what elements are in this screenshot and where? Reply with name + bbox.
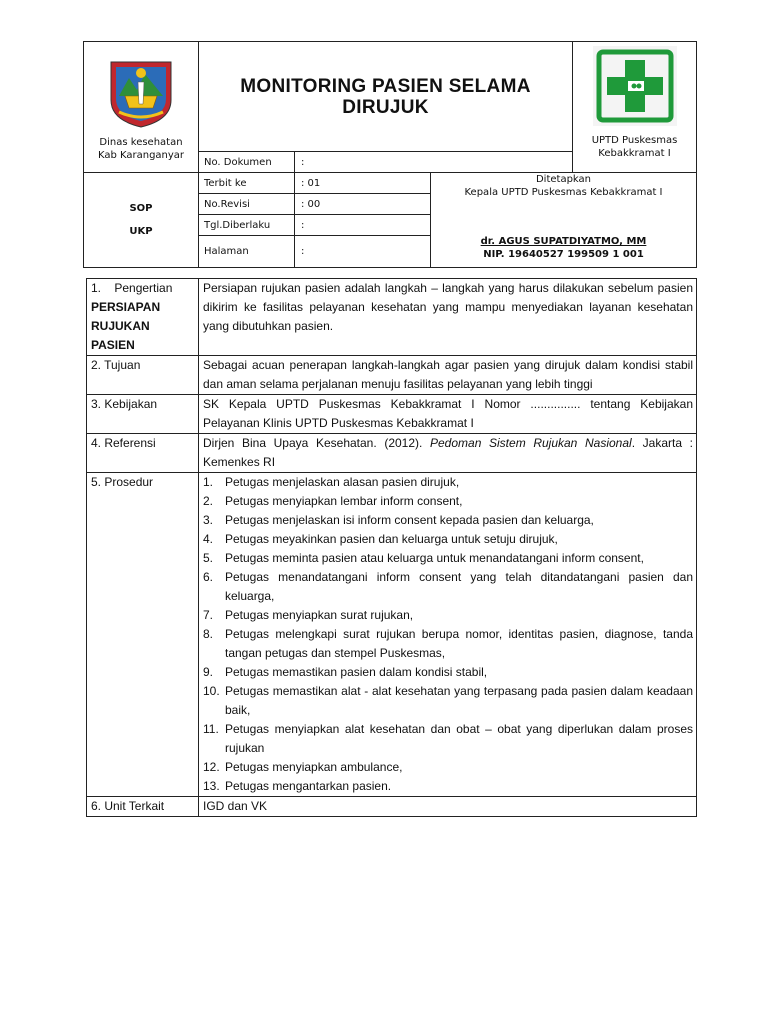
meta-halaman-label: Halaman [199, 236, 295, 268]
approval-nip: NIP. 19640527 199509 1 001 [483, 249, 644, 260]
row-pengertian [87, 279, 697, 356]
prosedur-step [203, 492, 693, 511]
puskesmas-cross-icon [593, 46, 677, 126]
document-header [83, 41, 697, 268]
step-text: Petugas meyakinkan pasien dan keluarga untuk setuju dirujuk, [225, 532, 558, 546]
prosedur-step [203, 625, 693, 663]
left-institution-line1: Dinas kesehatan [99, 137, 183, 148]
meta-halaman-value: : [295, 236, 431, 268]
prosedur-label: 5. Prosedur [87, 473, 199, 797]
approval-ditetapkan: Ditetapkan [535, 174, 592, 185]
step-number: 2. [203, 494, 214, 508]
referensi-cell [199, 434, 697, 473]
prosedur-step [203, 777, 693, 796]
step-number: 13. [203, 779, 220, 793]
sop-label: SOP [129, 203, 153, 214]
approval-position: Kepala UPTD Puskesmas Kebakkramat I [464, 187, 663, 198]
row-referensi [87, 434, 697, 473]
step-text: Petugas menjelaskan alasan pasien dirujuk, [225, 475, 460, 489]
pengertian-sub3: PASIEN [91, 338, 135, 352]
referensi-text-italic: Pedoman Sistem Rujukan Nasional [430, 436, 632, 450]
ukp-label: UKP [129, 226, 153, 237]
step-number: 12. [203, 760, 220, 774]
tujuan-label: 2. Tujuan [87, 356, 199, 395]
step-text: Petugas mengantarkan pasien. [225, 779, 392, 793]
tujuan-text: Sebagai acuan penerapan langkah-langkah agar pasien yang dirujuk dalam kondisi stabil dan aman selama perjalanan menuju fasilitas pelayanan yang lebih tinggi [199, 356, 697, 395]
meta-terbit-label: Terbit ke [199, 173, 295, 194]
prosedur-step [203, 530, 693, 549]
prosedur-step [203, 549, 693, 568]
step-number: 6. [203, 570, 214, 584]
right-institution-line1: UPTD Puskesmas [591, 135, 678, 146]
prosedur-step [203, 568, 693, 606]
document-title-line2: DIRUJUK [342, 96, 429, 118]
step-number: 1. [203, 475, 214, 489]
kebijakan-label: 3. Kebijakan [87, 395, 199, 434]
pengertian-text: Persiapan rujukan pasien adalah langkah – langkah yang harus dilakukan sebelum pasien dikirim ke fasilitas pelayanan kesehatan yang mampu menyediakan layanan kesehatan yang dibutuhkan pasien. [199, 279, 697, 356]
approval-cell [431, 173, 697, 268]
prosedur-step [203, 758, 693, 777]
step-number: 4. [203, 532, 214, 546]
step-text: Petugas memastikan pasien dalam kondisi stabil, [225, 665, 488, 679]
right-institution-line2: Kebakkramat I [598, 148, 671, 159]
step-number: 5. [203, 551, 214, 565]
step-number: 8. [203, 627, 214, 641]
prosedur-step [203, 473, 693, 492]
prosedur-step [203, 682, 693, 720]
meta-dokumen-value: : [295, 152, 573, 173]
step-text: Petugas menyiapkan surat rujukan, [225, 608, 414, 622]
meta-revisi-value: : 00 [295, 194, 431, 215]
left-institution-line2: Kab Karanganyar [97, 150, 185, 161]
referensi-label: 4. Referensi [87, 434, 199, 473]
row-unit-terkait [87, 797, 697, 817]
row-tujuan [87, 356, 697, 395]
meta-revisi-label: No.Revisi [199, 194, 295, 215]
pengertian-sub2: RUJUKAN [91, 319, 150, 333]
sop-content-table [86, 278, 697, 817]
step-number: 3. [203, 513, 214, 527]
step-text: Petugas menjelaskan isi inform consent kepada pasien dan keluarga, [225, 513, 594, 527]
row-kebijakan [87, 395, 697, 434]
kebijakan-text: SK Kepala UPTD Puskesmas Kebakkramat I Nomor ............... tentang Kebijakan Pelayanan Klinis UPTD Puskesmas Kebakkramat I [199, 395, 697, 434]
right-logo-cell [573, 42, 697, 173]
step-text: Petugas menyiapkan lembar inform consent, [225, 494, 463, 508]
pengertian-label-cell [87, 279, 199, 356]
step-number: 10. [203, 684, 220, 698]
step-text: Petugas menyiapkan ambulance, [225, 760, 403, 774]
prosedur-step [203, 720, 693, 758]
row-prosedur [87, 473, 697, 797]
step-text: Petugas memastikan alat - alat kesehatan yang terpasang pada pasien dalam keadaan baik, [225, 684, 693, 717]
document-title-line1: MONITORING PASIEN SELAMA [240, 75, 531, 97]
step-text: Petugas melengkapi surat rujukan berupa nomor, identitas pasien, diagnose, tanda tangan petugas dan stempel Puskesmas, [225, 627, 693, 660]
prosedur-step [203, 511, 693, 530]
sop-label-cell [84, 173, 199, 268]
meta-dokumen-label: No. Dokumen [199, 152, 295, 173]
prosedur-cell [199, 473, 697, 797]
step-text: Petugas menyiapkan alat kesehatan dan obat – obat yang diperlukan dalam proses rujukan [225, 722, 693, 755]
karanganyar-emblem-icon [105, 56, 177, 130]
left-logo-cell [84, 42, 199, 173]
meta-diberlaku-value: : [295, 215, 431, 236]
title-cell [199, 42, 573, 152]
unit-terkait-label: 6. Unit Terkait [87, 797, 199, 817]
pengertian-sub1: PERSIAPAN [91, 300, 161, 314]
meta-diberlaku-label: Tgl.Diberlaku [199, 215, 295, 236]
pengertian-label: 1. Pengertian [91, 281, 173, 295]
step-number: 11. [203, 722, 219, 736]
meta-terbit-value: : 01 [295, 173, 431, 194]
prosedur-step [203, 606, 693, 625]
step-number: 9. [203, 665, 214, 679]
unit-terkait-text: IGD dan VK [199, 797, 697, 817]
step-text: Petugas meminta pasien atau keluarga untuk menandatangani inform consent, [225, 551, 644, 565]
referensi-text-b: . Jakarta : Kemenkes RI [203, 436, 694, 469]
approval-name: dr. AGUS SUPATDIYATMO, MM [480, 236, 647, 247]
prosedur-step [203, 663, 693, 682]
step-text: Petugas menandatangani inform consent yang telah ditandatangani pasien dan keluarga, [225, 570, 693, 603]
referensi-text-a: Dirjen Bina Upaya Kesehatan. (2012). [203, 436, 430, 450]
step-number: 7. [203, 608, 214, 622]
prosedur-steps [203, 473, 693, 796]
